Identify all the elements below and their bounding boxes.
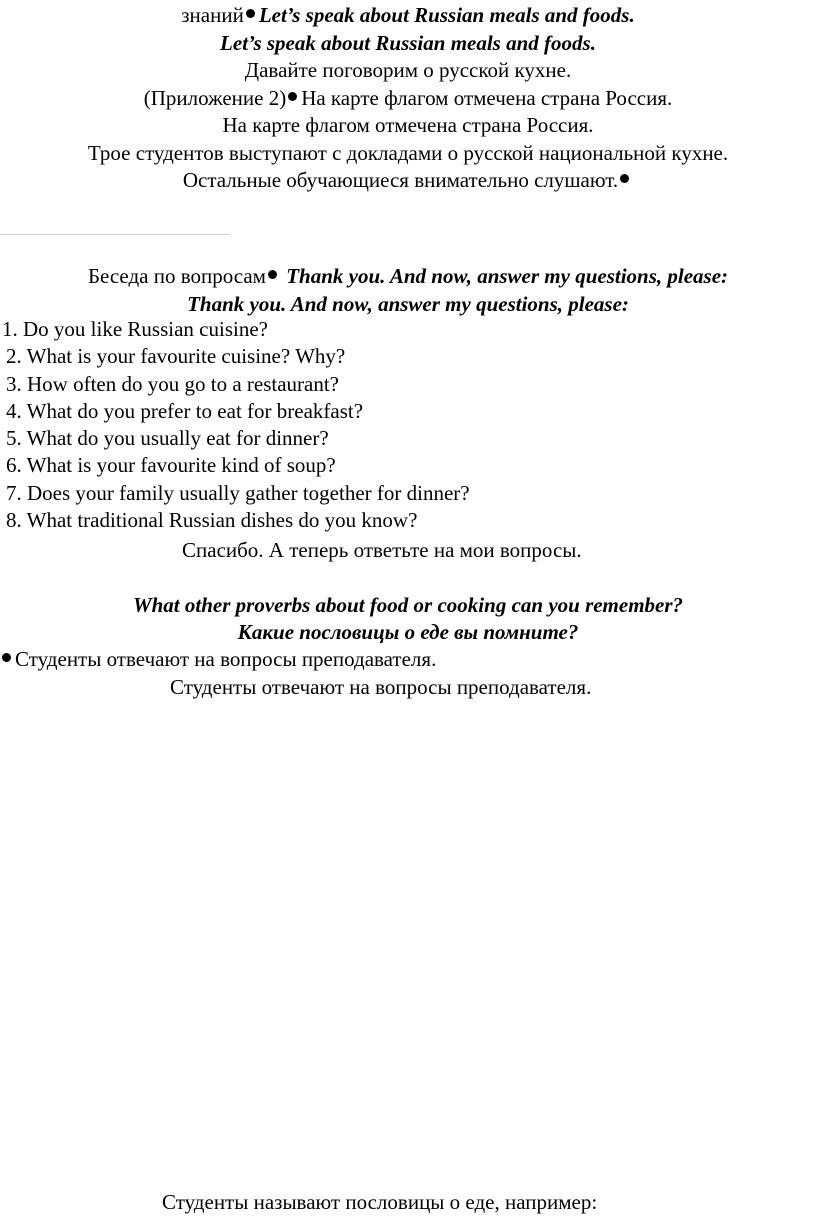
proverbs-question-ru: Какие пословицы о еде вы помните? [237, 620, 579, 644]
question-item: 6. What is your favourite kind of soup? [6, 453, 336, 478]
intro-lead-text: знаний [181, 3, 244, 27]
others-listen: Остальные обучающиеся внимательно слушают. [182, 168, 619, 192]
students-answer-line [2, 645, 436, 673]
proverbs-question-en: What other proverbs about food or cooking can you remember? [132, 593, 684, 617]
question-item: 8. What traditional Russian dishes do you know? [6, 508, 418, 533]
intro-heading-line [0, 1, 816, 29]
students-answer-repeat: Студенты отвечают на вопросы преподавателя. [170, 675, 592, 699]
conversation-lead-text: Беседа по вопросам [87, 264, 266, 288]
section-divider [0, 234, 230, 235]
intro-heading-en: Let’s speak about Russian meals and foods. [258, 3, 635, 27]
question-item: 3. How often do you go to a restaurant? [6, 371, 339, 396]
question-item: 2. What is your favourite cuisine? Why? [6, 344, 346, 369]
conversation-heading-line [0, 262, 816, 290]
conversation-prompt-en: Thank you. And now, answer my questions, please: [286, 264, 729, 288]
question-item: 5. What do you usually eat for dinner? [6, 426, 329, 451]
appendix-ref: (Приложение 2) [143, 86, 287, 110]
bullet-icon [620, 174, 629, 183]
map-note-repeat: На карте флагом отмечена страна Россия. [222, 113, 594, 137]
bullet-icon [288, 92, 297, 101]
bullet-icon [2, 653, 11, 662]
intro-heading-en-repeat: Let’s speak about Russian meals and foods. [220, 31, 596, 55]
conversation-prompt-en-repeat: Thank you. And now, answer my questions, please: [187, 292, 629, 316]
intro-translation: Давайте поговорим о русской кухне. [244, 58, 572, 82]
map-note: На карте флагом отмечена страна Россия. [301, 86, 673, 110]
others-listen-line [0, 166, 816, 194]
students-answer: Студенты отвечают на вопросы преподавателя. [15, 647, 437, 671]
students-report: Трое студентов выступают с докладами о русской национальной кухне. [87, 141, 729, 165]
conversation-prompt-ru: Спасибо. А теперь ответьте на мои вопросы. [182, 538, 582, 562]
question-item: 1. Do you like Russian cuisine? [2, 317, 268, 341]
question-item: 7. Does your family usually gather together for dinner? [6, 480, 470, 505]
bullet-icon [268, 270, 277, 279]
appendix-map-line [0, 84, 816, 112]
question-item: 4. What do you prefer to eat for breakfast? [6, 398, 364, 423]
bullet-icon [246, 9, 255, 18]
question-list [0, 316, 470, 534]
students-name-proverbs: Студенты называют пословицы о еде, например: [162, 1190, 598, 1214]
